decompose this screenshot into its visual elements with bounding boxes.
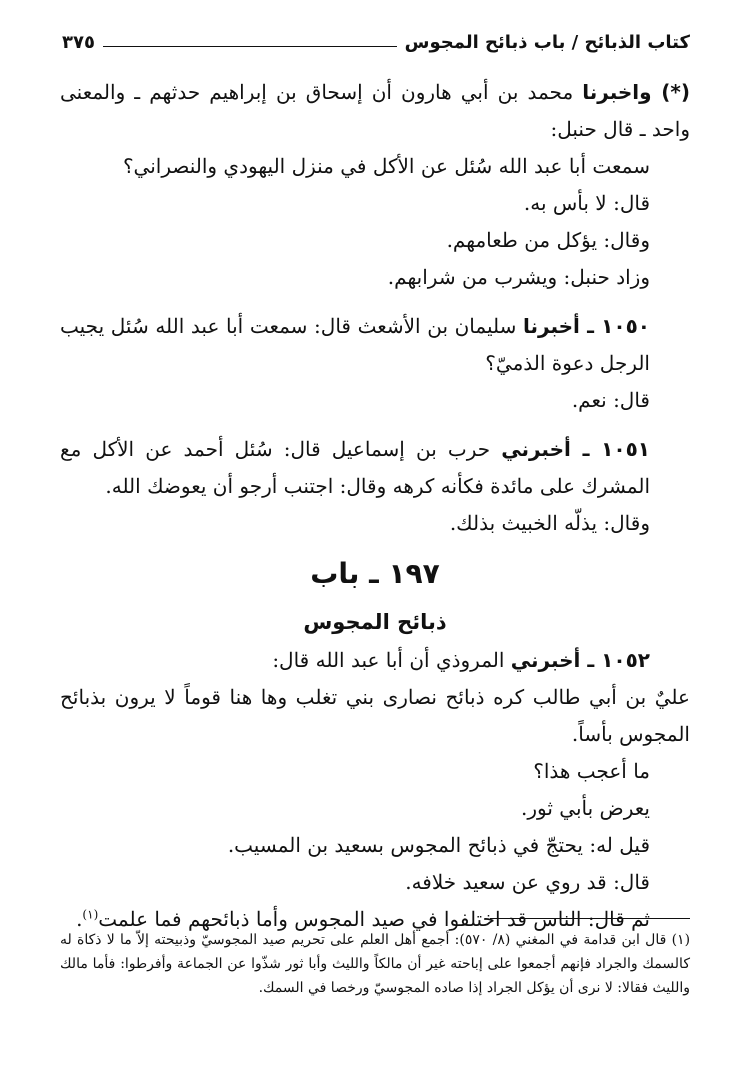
paragraph: قال: نعم. [571, 388, 650, 412]
narration-marker: (*) واخبرنا [582, 80, 690, 104]
paragraph: قال: قد روي عن سعيد خلافه. [405, 870, 650, 894]
footnote-number: (١) [671, 932, 691, 948]
paragraph: وقال: يذلّه الخبيث بذلك. [449, 511, 650, 535]
paragraph-narration-1050 [60, 308, 690, 382]
footnote-entry [60, 928, 690, 1000]
paragraph: سمعت أبا عبد الله سُئل عن الأكل في منزل اليهودي والنصراني؟ [122, 154, 650, 178]
footnote [60, 928, 690, 1000]
footnote-reference[interactable]: (١) [82, 907, 99, 922]
paragraph: عليٌ بن أبي طالب كره ذبائح نصارى بني تغلب وها هنا قوماً لا يرون بذبائح المجوس بأساً. [60, 685, 690, 746]
running-title: كتاب الذبائح / باب ذبائح المجوس [404, 32, 690, 53]
paragraph-text: سليمان بن الأشعث قال: سمعت أبا عبد الله سُئل يجيب الرجل دعوة الذميّ؟ [60, 314, 650, 375]
paragraph: وزاد حنبل: ويشرب من شرابهم. [387, 265, 650, 289]
footnote-text: قال ابن قدامة في المغني (٨/ ٥٧٠): أجمع أهل العلم على تحريم صيد المجوسيّ وذبيحته إلاّ ما لا ذكاة له كالسمك والجراد فإنهم أجمعوا على إباحته غير أن مالكاً والليث وأبا ثور شذّوا عن الجماعة وأفرطوا: فأما مالك والليث فقالا: لا نرى أن يؤكل الجراد إذا صاده المجوسيّ ورخصا في السمك. [60, 932, 690, 996]
paragraph: وقال: يؤكل من طعامهم. [446, 228, 650, 252]
paragraph-tail: . [76, 907, 83, 931]
page-number: ٣٧٥ [62, 32, 95, 53]
paragraph-narration-intro [60, 74, 690, 148]
paragraph-narration-1052 [60, 642, 690, 679]
narration-marker: ١٠٥٠ ـ أخبرنا [523, 314, 650, 338]
narration-marker: ١٠٥١ ـ أخبرني [501, 437, 650, 461]
page-header [62, 32, 690, 53]
paragraph-text: محمد بن أبي هارون أن إسحاق بن إبراهيم حدثهم ـ والمعنى واحد ـ قال حنبل: [60, 80, 690, 141]
paragraph-narration-1051 [60, 431, 690, 505]
footnote-separator [490, 918, 690, 919]
paragraph-text: حرب بن إسماعيل قال: سُئل أحمد عن الأكل مع المشرك على مائدة فكأنه كرهه وقال: اجتنب أرجو أن يعوضك الله. [60, 437, 650, 498]
chapter-heading: ١٩٧ ـ باب [310, 557, 440, 590]
header-rule [103, 46, 397, 47]
narration-marker: ١٠٥٢ ـ أخبرني [510, 648, 650, 672]
paragraph: ما أعجب هذا؟ [533, 759, 650, 783]
chapter-title: ذبائح المجوس [303, 610, 447, 634]
paragraph-text: ثم قال: الناس قد اختلفوا في صيد المجوس وأما ذبائحهم فما علمت [98, 907, 650, 931]
paragraph: يعرض بأبي ثور. [521, 796, 650, 820]
paragraph: قيل له: يحتجّ في ذبائح المجوس بسعيد بن المسيب. [227, 833, 650, 857]
main-text [60, 74, 690, 938]
paragraph: قال: لا بأس به. [523, 191, 650, 215]
paragraph-text: المروذي أن أبا عبد الله قال: [272, 648, 511, 672]
